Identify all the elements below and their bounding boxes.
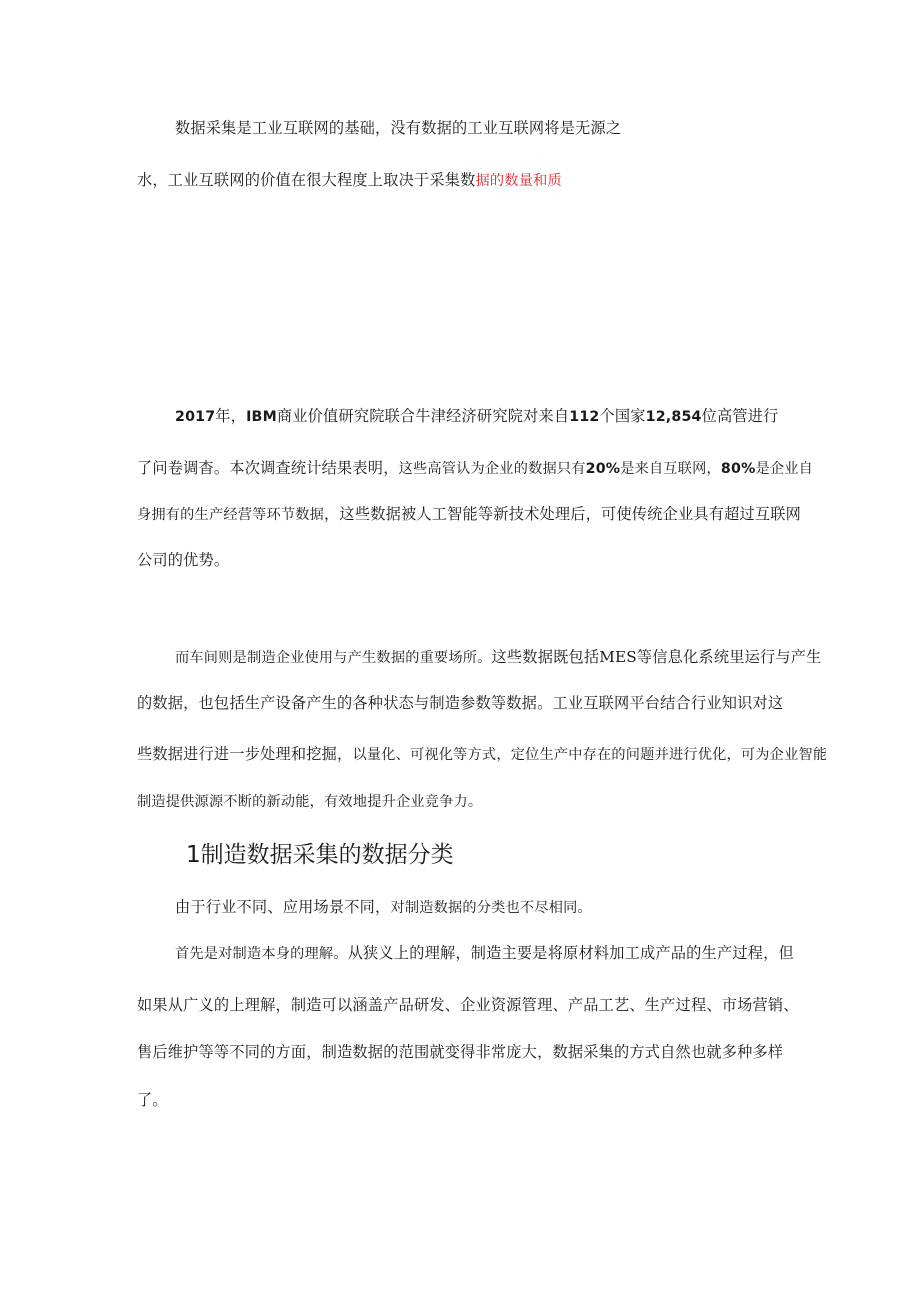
paragraph-5-line-2 [137,994,799,1016]
text-run: 身拥有的生产经营等环节数据 [137,507,325,523]
text-run: 制造提供源源不断的新动能，有效地提升企业竞争力。 [137,794,483,810]
paragraph-2-line-3 [137,503,801,526]
text-run: 售后维护等等不同的方面，制造数据的范围就变得非常庞大，数据采集的方式自然也就多种多样 [137,1043,784,1061]
text-run: 而车间则是制造企业使用与产生数据的重要场所。 [175,650,492,666]
text-run: 商业价值研究院联合牛津经济研究院对来自 [276,407,570,425]
text-run: 由于行业不同、应用场景不同， [175,898,391,916]
paragraph-5-line-4 [137,1089,168,1111]
text-run: 以量化、可视化等方式，定位生产中存在的问题并进行优化，可为企业智能 [352,747,828,763]
text-run: 首先是对制造本身的理解。 [175,946,348,962]
number-run: 112 [569,409,600,425]
text-run: 了。 [137,1091,168,1109]
paragraph-1-line-2 [137,169,562,192]
number-run: 80% [720,461,756,477]
paragraph-3-line-2 [137,692,783,714]
section-heading: 1制造数据采集的数据分类 [186,842,454,868]
number-run: 12,854 [645,409,702,425]
text-run: 从狭义上的理解，制造主要是将原材料加工成产品的生产过程，但 [347,944,794,962]
paragraph-2-line-2 [137,457,813,480]
text-run: 些数据进行进一步处理和挖掘， [137,745,353,763]
text-run: 个国家 [599,407,646,425]
paragraph-1-line-1 [175,117,621,139]
text-run: 如果从广义的上理解，制造可以涵盖产品研发、企业资源管理、产品工艺、生产过程、市场营销、 [137,996,799,1014]
text-run: 公司的优势。 [137,551,230,569]
paragraph-5-line-3 [137,1041,783,1063]
paragraph-4-line-1 [175,896,592,919]
text-run: 这些高管认为企业的数据只有 [398,461,586,477]
text-run: 了问卷调杳。本次调查统计结果表明， [137,459,399,477]
text-run: 数据采集是工业互联网的基础，没有数据的工业互联网将是无源之 [175,119,622,137]
text-run: 水，工业互联网的价值在很大程度上取决于采集数 [137,171,476,189]
paragraph-3-line-3 [137,743,827,766]
number-run: 2017 [175,409,216,425]
text-run: 的数据，也包括生产设备产生的各种状态与制造参数等数据。工业互联网平台结合行业知识对这 [137,694,784,712]
text-run: ，这些数据被人工智能等新技术处理后，可使传统企业具有超过互联网 [324,505,802,523]
text-run: 年， [215,407,247,425]
text-run: 是企业自 [755,461,814,477]
text-run: 是来自互联网， [620,461,721,477]
paragraph-2-line-1 [175,405,779,428]
paragraph-3-line-1 [175,646,822,669]
highlighted-text-run: 据的数量和质 [475,173,562,189]
text-run: 这些数据既包括MES等信息化系统里运行与产生 [491,648,822,666]
paragraph-5-line-1 [175,942,794,965]
number-run: IBM [246,409,277,425]
number-run: 20% [585,461,621,477]
text-run: 位高管进行 [701,407,779,425]
text-run: 对制造数据的分类也不尽相同。 [390,900,592,916]
paragraph-2-line-4 [137,549,229,571]
paragraph-3-line-4 [137,791,482,813]
